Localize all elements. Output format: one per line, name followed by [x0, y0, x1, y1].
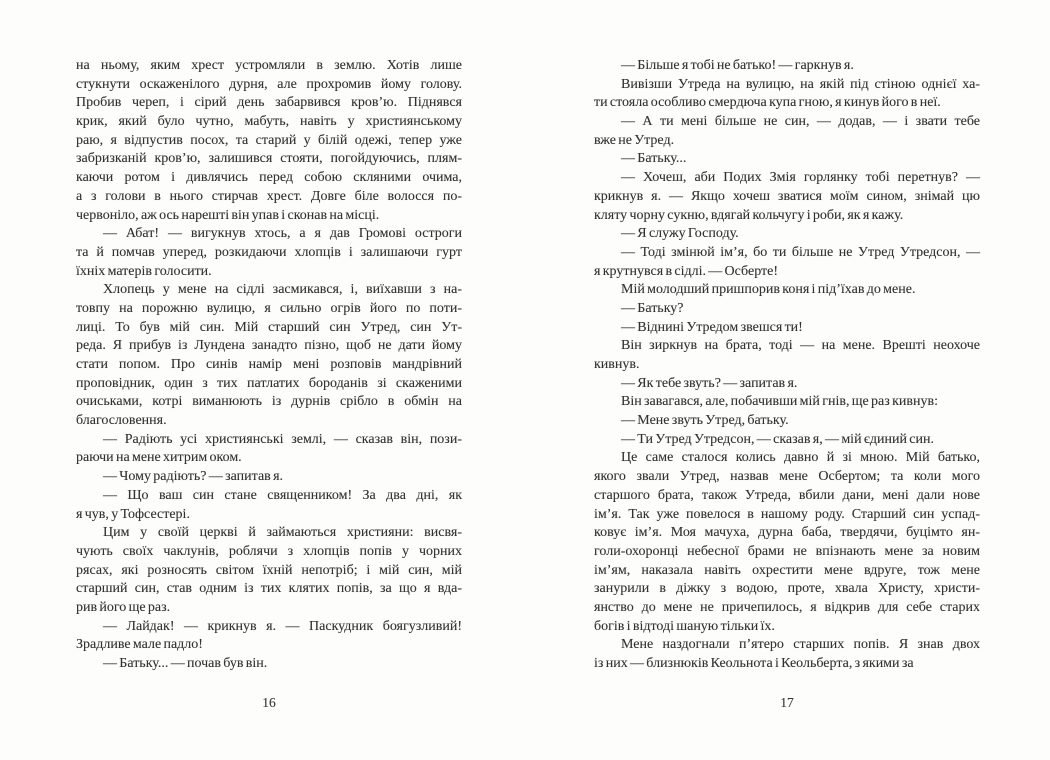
- text-line: стукнути оскаженілого дурня, але прохромив йому голову.: [76, 76, 462, 92]
- page-right-text: [594, 57, 980, 674]
- text-line: Цим у своїй церкві й займаються християни: висвя-: [103, 525, 462, 541]
- text-line: Пробив череп, і сірий день забарвився кров’ю. Піднявся: [76, 95, 462, 111]
- text-line: реда. Я прибув із Лундена занадто пізно, щоб не дати йому: [76, 338, 462, 354]
- text-line: голи-охоронці небесної брами не впізнають мене за новим: [594, 543, 980, 559]
- text-line: — Чому радіють? — запитав я.: [103, 469, 284, 485]
- text-line: — Лайдак! — крикнув я. — Паскудник боягузливий!: [103, 618, 462, 634]
- text-line: лиці. То був мій син. Мій старший син Утред, син Ут-: [76, 319, 462, 335]
- text-line: ти стояла особливо смердюча купа гною, я кинув його в неї.: [594, 95, 941, 111]
- text-line: — Що ваш син стане священником! За два дні, як: [103, 487, 462, 503]
- text-line: — А ти мені більше не син, — додав, — і звати тебе: [621, 114, 980, 130]
- text-line: я чув, у Тофсестері.: [76, 506, 190, 522]
- text-line: рясах, які розносять світом їхній непотріб; і мій син, мій: [76, 562, 462, 578]
- text-line: — Мене звуть Утред, батьку.: [621, 413, 789, 429]
- text-line: чують своїх чаклунів, роблячи з хлопців попів у чорних: [76, 543, 462, 559]
- page-left: [76, 57, 462, 711]
- text-line: якого звали Утред, назвав мене Осбертом; та коли мого: [594, 469, 980, 485]
- text-line: — Абат! — вигукнув хтось, а я дав Громові остроги: [103, 226, 462, 242]
- text-line: — Хочеш, аби Подих Змія горлянку тобі перетнув? —: [621, 170, 980, 186]
- text-line: занурили в діжку з водою, проте, хвала Христу, христи-: [594, 581, 980, 597]
- text-line: — Ти Утред Утредсон, — сказав я, — мій єдиний син.: [621, 431, 934, 447]
- text-line: кивнув.: [594, 357, 640, 372]
- text-line: крик, який було чутно, мабуть, навіть у християнському: [76, 114, 462, 130]
- text-line: Мене наздогнали п’ятеро старших попів. Я знав двох: [621, 637, 980, 653]
- text-line: крикнув я. — Якщо хочеш зватися моїм сином, знімай цю: [594, 188, 980, 204]
- text-line: вже не Утред.: [594, 132, 675, 148]
- text-line: — Тоді змінюй ім’я, бо ти більше не Утред Утредсон, —: [621, 244, 980, 260]
- text-line: Він завагався, але, побачивши мій гнів, ще раз кивнув:: [621, 394, 938, 410]
- text-line: янство до мене не причепилось, я відкрив для себе старих: [594, 599, 980, 615]
- text-line: — Віднині Утредом звешся ти!: [621, 319, 803, 335]
- text-line: Це саме сталося колись давно й зі мною. Мій батько,: [621, 450, 980, 466]
- text-line: — Радіють усі християнські землі, — сказав він, пози-: [103, 431, 462, 447]
- text-line: а з голови в нього стирчав хрест. Довге біле волосся по-: [76, 188, 462, 204]
- text-line: стати попом. Про синів намір мені розповів мандрівний: [76, 357, 462, 372]
- page-number-left: 16: [262, 694, 276, 710]
- text-line: на ньому, яким хрест устромляли в землю. Хотів лише: [76, 58, 462, 73]
- text-line: ім’я. Так уже повелося в нашому роду. Старший син успад-: [594, 506, 980, 522]
- text-line: забризканій кров’ю, залишився стояти, погойдуючись, плям-: [76, 151, 462, 167]
- page-number-right: 17: [780, 694, 794, 710]
- text-line: товпу на порожню вулицю, я сильно огрів його по поти-: [76, 300, 462, 316]
- text-line: ковує ім’я. Моя мачуха, дурна баба, твердячи, буцімто ян-: [594, 525, 980, 541]
- text-line: старшого брата, також Утреда, вбили дани, мені дали нове: [594, 487, 980, 503]
- text-line: проповідник, один з тих патлатих бороданів зі скаженими: [76, 375, 462, 391]
- text-line: Зрадливе мале падло!: [76, 637, 203, 653]
- text-line: червоніло, аж ось нарешті він упав і сконав на місці.: [76, 207, 380, 223]
- page-right: [594, 57, 980, 711]
- text-line: очиськами, котрі виманюють із дурнів срібло в обмін на: [76, 394, 462, 410]
- text-line: — Більше я тобі не батько! — гаркнув я.: [621, 58, 854, 73]
- text-line: я крутнувся в сідлі. — Осберте!: [594, 263, 779, 279]
- text-line: ім’ям, наказала навіть охрестити мене вдруге, тож мене: [594, 562, 980, 578]
- text-line: благословення.: [76, 413, 167, 429]
- text-line: — Батьку...: [621, 151, 687, 167]
- text-line: рив його ще раз.: [76, 599, 171, 615]
- text-line: Мій молодший пришпорив коня і під’їхав до мене.: [621, 282, 916, 298]
- text-line: із них — близнюків Кеольнота і Кеольберта, з якими за: [594, 656, 914, 671]
- text-line: — Як тебе звуть? — запитав я.: [621, 375, 798, 391]
- text-line: раючи на мене хитрим оком.: [76, 450, 242, 466]
- text-line: раю, я відпустив посох, та старий у білій одежі, тепер уже: [76, 132, 462, 148]
- text-line: та й помчав уперед, розкидаючи хлопців і залишаючи гурт: [76, 244, 462, 260]
- text-line: — Батьку... — почав був він.: [103, 656, 268, 671]
- text-line: богів і відтоді шаную тільки їх.: [594, 618, 775, 634]
- text-line: кляту чорну сукню, вдягай кольчугу і роби, як я кажу.: [594, 207, 904, 223]
- text-line: Вивізши Утреда на вулицю, на якій під стіною однієї ха-: [621, 76, 980, 92]
- text-line: їхніх матерів голосити.: [76, 263, 212, 279]
- text-line: Він зиркнув на брата, тоді — на мене. Врешті неохоче: [621, 338, 980, 354]
- text-line: — Я служу Господу.: [621, 226, 739, 242]
- text-line: — Батьку?: [621, 300, 684, 316]
- page-left-text: [76, 57, 462, 674]
- text-line: каючи ротом і дивлячись перед собою скляними очима,: [76, 170, 462, 186]
- text-line: старший син, став одним із тих клятих попів, за що я вда-: [76, 581, 462, 597]
- text-line: Хлопець у мене на сідлі засмикався, і, виїхавши з на-: [103, 282, 462, 298]
